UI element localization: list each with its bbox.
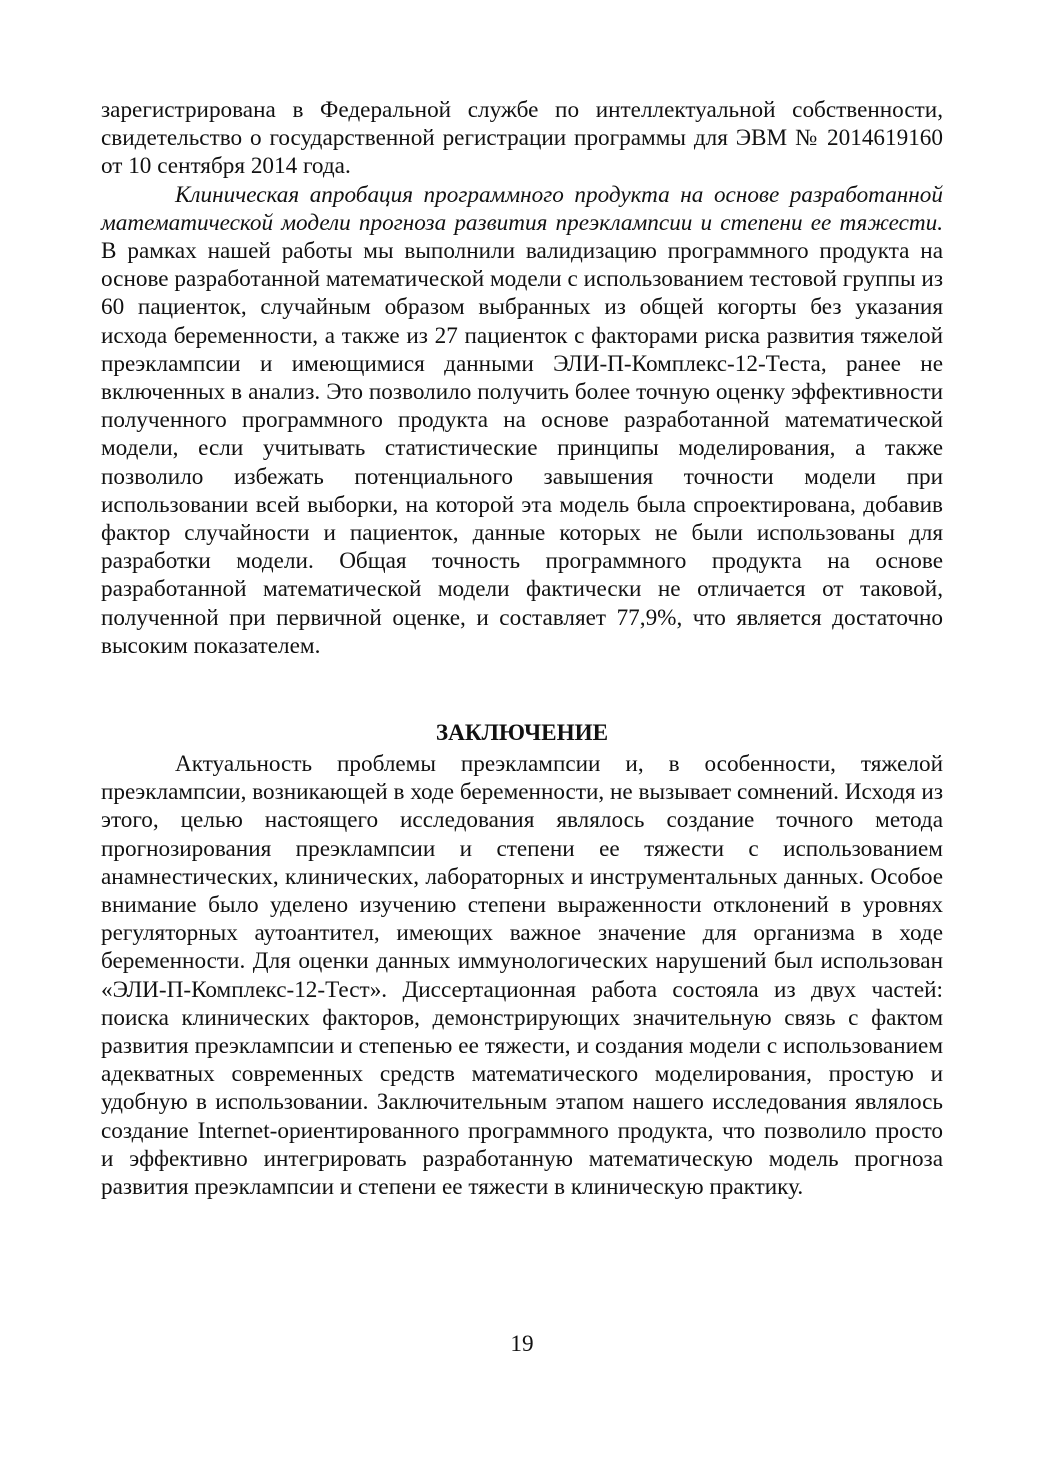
paragraph-clinical-approbation xyxy=(101,181,943,660)
paragraph-italic-lead: Клиническая апробация программного продукта на основе разработанной математической модели прогноза развития преэклампсии и степени ее тяжести. xyxy=(101,181,943,236)
paragraph-body-text: В рамках нашей работы мы выполнили валидизацию программного продукта на основе разработанной математической модели с использованием тестовой группы из 60 пациенток, случайным образом выбранных из общей когорты без указания исхода беременности, а также из 27 пациенток с факторами риска развития тяжелой преэклампсии и имеющимися данными ЭЛИ-П-Комплекс-12-Теста, ранее не включенных в анализ. Это позволило получить более точную оценку эффективности полученного программного продукта на основе разработанной математической модели, если учитывать статистические принципы моделирования, а также позволило избежать потенциального завышения точности модели при использовании всей выборки, на которой эта модель была спроектирована, добавив фактор случайности и пациенток, данные которых не были использованы для разработки модели. Общая точность программного продукта на основе разработанной математической модели фактически не отличается от таковой, полученной при первичной оценке, и составляет 77,9%, что является достаточно высоким показателем. xyxy=(101,238,943,659)
section-heading-conclusion: ЗАКЛЮЧЕНИЕ xyxy=(435,720,609,746)
paragraph-registration: зарегистрирована в Федеральной службе по интеллектуальной собственности, свидетельство о государственной регистрации программы для ЭВМ № 2014619160 от 10 сентября 2014 года. xyxy=(101,97,943,180)
paragraph-conclusion: Актуальность проблемы преэклампсии и, в особенности, тяжелой преэклампсии, возникающей в ходе беременности, не вызывает сомнений. Исходя из этого, целью настоящего исследования являлось создание точного метода прогнозирования преэклампсии и степени ее тяжести с использованием анамнестических, клинических, лабораторных и инструментальных данных. Особое внимание было уделено изучению степени выраженности отклонений в уровнях регуляторных аутоантител, имеющих важное значение для организма в ходе беременности. Для оценки данных иммунологических нарушений был использован «ЭЛИ-П-Комплекс-12-Тест». Диссертационная работа состояла из двух частей: поиска клинических факторов, демонстрирующих значительную связь с фактом развития преэклампсии и степенью ее тяжести, и создания модели с использованием адекватных современных средств математического моделирования, простую и удобную в использовании. Заключительным этапом нашего исследования являлось создание Internet-ориентированного программного продукта, что позволило просто и эффективно интегрировать разработанную математическую модель прогноза развития преэклампсии и степени ее тяжести в клиническую практику. xyxy=(101,751,943,1201)
body-text-conclusion xyxy=(101,750,943,1201)
body-text-top xyxy=(101,96,943,660)
page-number: 19 xyxy=(510,1331,534,1357)
